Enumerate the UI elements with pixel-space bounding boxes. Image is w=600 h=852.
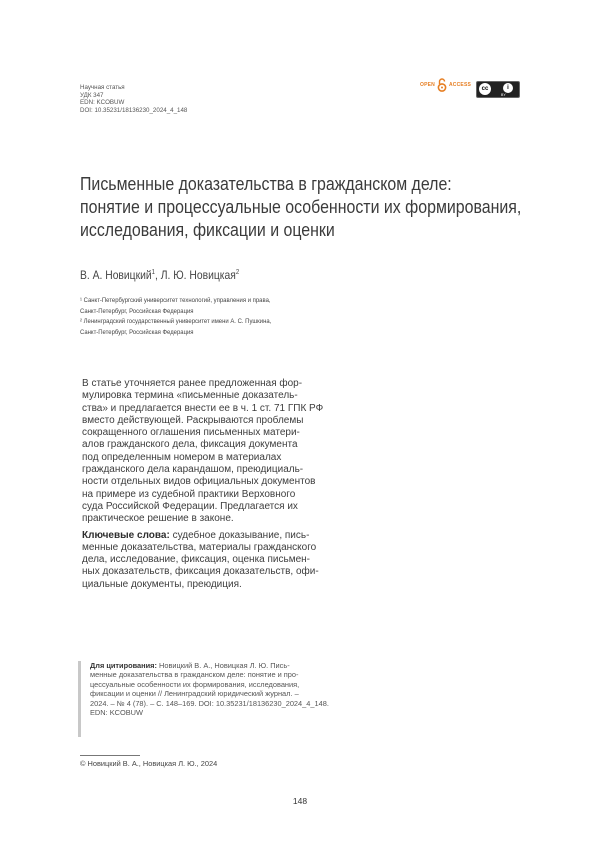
title-line: исследования, фиксации и оценки: [80, 219, 335, 240]
affiliation-line: ¹ Санкт-Петербургский университет технологий, управления и права,: [80, 297, 271, 304]
attribution-person-icon: i: [503, 83, 513, 93]
article-title: [80, 172, 522, 241]
title-line: понятие и процессуальные особенности их формирования,: [80, 196, 522, 217]
abstract-line: ства» и предлагается внести ее в ч. 1 ст. 71 ГПК РФ: [82, 402, 324, 414]
open-access-badge: [420, 78, 471, 92]
doi-code: DOI: 10.35231/18136230_2024_4_148: [80, 106, 188, 114]
article-type: Научная статья: [80, 84, 125, 91]
abstract-line: гражданского дела карандашом, преюдициаль-: [82, 464, 304, 476]
keywords-line: дела, исследование, фиксация, оценка письмен-: [82, 554, 311, 566]
author-1: В. А. Новицкий: [80, 268, 152, 282]
abstract-line: алов гражданского дела, фиксация документа: [82, 439, 298, 451]
author-1-affiliation-mark: 1: [151, 269, 155, 276]
keywords-first-line: [82, 530, 352, 542]
keywords: [82, 530, 352, 591]
abstract-line: В статье уточняется ранее предложенная фор-: [82, 378, 303, 389]
keywords-line: менные доказательства, материалы гражданского: [82, 541, 317, 553]
abstract-line: суда Российской Федерации. Предлагается их: [82, 500, 298, 512]
citation-label: Для цитирования:: [90, 661, 157, 670]
footnote-divider: [80, 755, 140, 756]
cc-icon: cc: [479, 83, 491, 95]
keywords-label: Ключевые слова:: [82, 529, 170, 541]
authors: [80, 268, 239, 282]
abstract-line: сокращенного оглашения письменных матери-: [82, 427, 300, 439]
citation-line: 2024. – № 4 (78). – С. 148–169. DOI: 10.35231/18136230_2024_4_148.: [90, 698, 329, 708]
keywords-text: судебное доказывание, пись-: [169, 529, 310, 541]
article-meta: [80, 84, 187, 114]
open-label: OPEN: [420, 82, 435, 88]
edn-code: EDN: KCOBUW: [80, 99, 125, 107]
author-2-affiliation-mark: 2: [235, 269, 240, 276]
citation-line: цессуальные особенности их формирования, исследования,: [90, 679, 300, 689]
abstract-line: практическое решение в законе.: [82, 513, 234, 525]
title-line: Письменные доказательства в гражданском деле:: [80, 173, 452, 194]
affiliation-line: Санкт-Петербург, Российская Федерация: [80, 307, 194, 315]
keywords-line: ных доказательств, фиксация доказательств, офи-: [82, 566, 319, 578]
abstract: [82, 378, 352, 591]
copyright: © Новицкий В. А., Новицкая Л. Ю., 2024: [80, 759, 218, 768]
abstract-line: на примере из судебной практики Верховного: [82, 488, 296, 500]
abstract-line: мулировка термина «письменные доказатель-: [82, 390, 298, 402]
open-access-lock-icon: [437, 78, 447, 92]
by-label: BY: [501, 93, 506, 97]
citation-first-line: [90, 661, 384, 670]
page-number: 148: [292, 796, 308, 806]
citation-line: менные доказательства в гражданском деле: понятие и про-: [90, 670, 299, 680]
abstract-line: ности отдельных видов официальных документов: [82, 476, 316, 488]
abstract-line: вместо действующей. Раскрываются проблемы: [82, 414, 304, 426]
udk-code: УДК 347: [80, 91, 104, 99]
access-label: ACCESS: [448, 82, 472, 88]
abstract-line: под определенным номером в материалах: [82, 451, 282, 463]
keywords-line: циальные документы, преюдиция.: [82, 578, 242, 590]
author-2: Л. Ю. Новицкая: [160, 268, 236, 282]
citation-line: фиксации и оценки // Ленинградский юридический журнал. –: [90, 689, 299, 699]
cc-by-license-badge: [476, 81, 520, 98]
citation-text: Новицкий В. А., Новицкая Л. Ю. Пись-: [156, 661, 290, 670]
citation-box: [82, 661, 384, 737]
citation-line: EDN: KCOBUW: [90, 708, 143, 718]
affiliation-line: Санкт-Петербург, Российская Федерация: [80, 328, 194, 336]
affiliations: [80, 296, 271, 338]
affiliation-line: ² Ленинградский государственный университет имени А. С. Пушкина,: [80, 318, 272, 326]
author-separator: ,: [154, 268, 161, 282]
